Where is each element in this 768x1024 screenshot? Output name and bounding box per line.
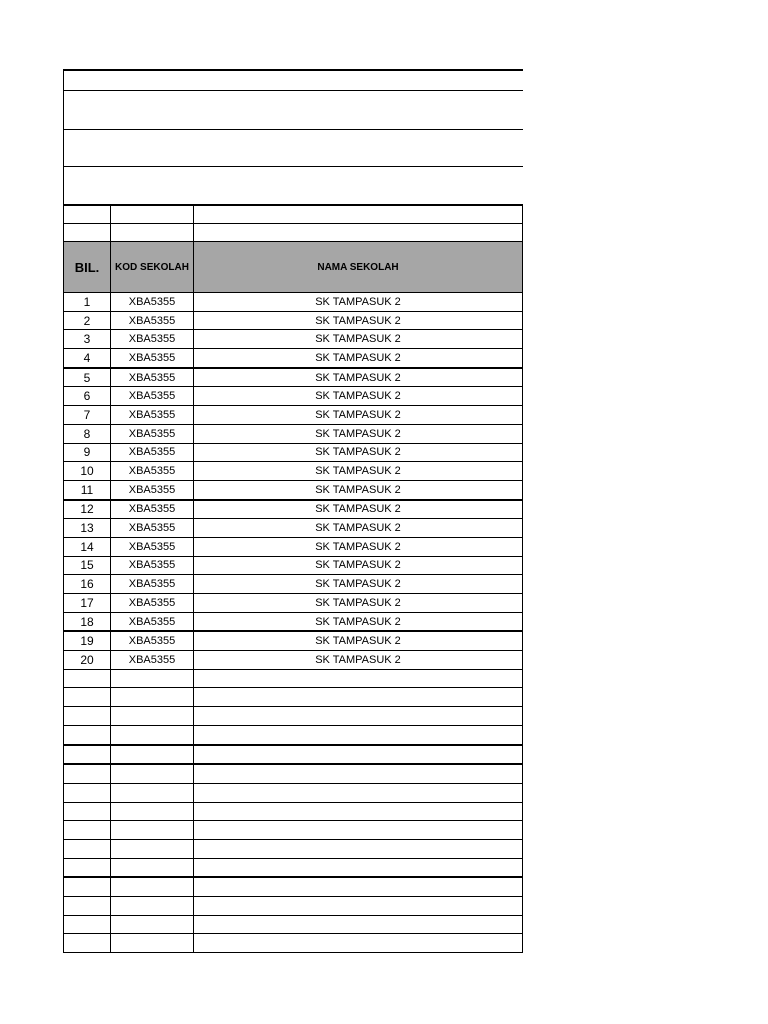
table-cell-bil[interactable]: 11 (64, 480, 111, 499)
table-cell-kod[interactable]: XBA5355 (111, 330, 194, 349)
merged-header-row-4[interactable] (64, 167, 523, 204)
column-header-nama-sekolah[interactable]: NAMA SEKOLAH (194, 242, 523, 293)
table-empty-row (64, 669, 523, 688)
table-cell-kod[interactable]: XBA5355 (111, 537, 194, 556)
table-cell-kod[interactable]: XBA5355 (111, 349, 194, 368)
table-cell[interactable] (64, 821, 111, 840)
table-cell-bil[interactable]: 15 (64, 556, 111, 575)
table-cell-bil[interactable]: 12 (64, 500, 111, 519)
table-row (64, 368, 523, 387)
table-cell-bil[interactable]: 18 (64, 612, 111, 631)
table-cell-bil[interactable]: 16 (64, 575, 111, 594)
table-cell-nama[interactable]: SK TAMPASUK 2 (194, 594, 523, 613)
table-row (64, 293, 523, 312)
table-row (64, 537, 523, 556)
table-cell-kod[interactable]: XBA5355 (111, 387, 194, 406)
table-cell-nama[interactable]: SK TAMPASUK 2 (194, 368, 523, 387)
table-cell-kod[interactable]: XBA5355 (111, 406, 194, 425)
table-cell-bil[interactable]: 8 (64, 424, 111, 443)
table-cell[interactable] (111, 877, 194, 896)
table-cell[interactable] (111, 821, 194, 840)
table-row (64, 311, 523, 330)
table-cell-bil[interactable]: 2 (64, 311, 111, 330)
column-header-row (64, 242, 523, 293)
table-empty-row (64, 745, 523, 765)
table-cell[interactable] (194, 224, 523, 242)
table-cell-kod[interactable]: XBA5355 (111, 575, 194, 594)
table-empty-row (64, 821, 523, 840)
table-cell-bil[interactable]: 1 (64, 293, 111, 312)
table-empty-row (64, 725, 523, 744)
table-cell-nama[interactable]: SK TAMPASUK 2 (194, 387, 523, 406)
table-empty-row (64, 934, 523, 953)
table-cell-nama[interactable]: SK TAMPASUK 2 (194, 480, 523, 499)
table-row (64, 519, 523, 538)
table-cell[interactable] (111, 725, 194, 744)
table-cell-nama[interactable]: SK TAMPASUK 2 (194, 631, 523, 650)
table-cell[interactable] (64, 897, 111, 916)
table-cell[interactable] (111, 858, 194, 877)
table-cell-bil[interactable]: 4 (64, 349, 111, 368)
table-cell-nama[interactable]: SK TAMPASUK 2 (194, 500, 523, 519)
table-cell[interactable] (64, 725, 111, 744)
table-cell-kod[interactable]: XBA5355 (111, 311, 194, 330)
table-cell-kod[interactable]: XBA5355 (111, 424, 194, 443)
school-table (63, 204, 523, 953)
table-cell-bil[interactable]: 17 (64, 594, 111, 613)
table-cell[interactable] (194, 934, 523, 953)
table-cell-nama[interactable]: SK TAMPASUK 2 (194, 330, 523, 349)
column-header-bil[interactable]: BIL. (64, 242, 111, 293)
table-cell-kod[interactable]: XBA5355 (111, 293, 194, 312)
table-cell-kod[interactable]: XBA5355 (111, 556, 194, 575)
table-cell-bil[interactable]: 7 (64, 406, 111, 425)
table-cell-kod[interactable]: XBA5355 (111, 651, 194, 670)
table-cell[interactable] (64, 802, 111, 821)
table-cell[interactable] (194, 745, 523, 765)
table-cell[interactable] (64, 858, 111, 877)
table-empty-row (64, 897, 523, 916)
table-row (64, 631, 523, 650)
table-row (64, 443, 523, 462)
table-row (64, 462, 523, 481)
table-cell-kod[interactable]: XBA5355 (111, 368, 194, 387)
table-cell[interactable] (64, 783, 111, 802)
table-empty-row (64, 858, 523, 877)
table-cell[interactable] (111, 915, 194, 934)
table-cell-nama[interactable]: SK TAMPASUK 2 (194, 575, 523, 594)
table-cell-kod[interactable]: XBA5355 (111, 500, 194, 519)
table-cell[interactable] (194, 707, 523, 726)
table-cell[interactable] (194, 669, 523, 688)
table-row (64, 500, 523, 519)
table-cell[interactable] (111, 802, 194, 821)
table-cell-nama[interactable]: SK TAMPASUK 2 (194, 293, 523, 312)
table-cell-bil[interactable]: 20 (64, 651, 111, 670)
table-cell[interactable] (111, 205, 194, 224)
table-cell[interactable] (64, 839, 111, 858)
table-row (64, 349, 523, 368)
column-header-kod-sekolah[interactable]: KOD SEKOLAH (111, 242, 194, 293)
table-row (64, 556, 523, 575)
table-empty-row (64, 783, 523, 802)
table-row (64, 406, 523, 425)
table-cell[interactable] (111, 783, 194, 802)
table-cell-bil[interactable]: 3 (64, 330, 111, 349)
table-cell-nama[interactable]: SK TAMPASUK 2 (194, 612, 523, 631)
table-cell-bil[interactable]: 10 (64, 462, 111, 481)
table-cell[interactable] (111, 764, 194, 783)
table-empty-row (64, 915, 523, 934)
table-cell-kod[interactable]: XBA5355 (111, 462, 194, 481)
table-cell[interactable] (111, 688, 194, 707)
table-cell-bil[interactable]: 19 (64, 631, 111, 650)
table-cell[interactable] (194, 783, 523, 802)
table-row (64, 575, 523, 594)
table-row (64, 480, 523, 499)
table-cell-nama[interactable]: SK TAMPASUK 2 (194, 443, 523, 462)
table-cell[interactable] (194, 205, 523, 224)
table-cell[interactable] (64, 915, 111, 934)
table-cell-kod[interactable]: XBA5355 (111, 631, 194, 650)
table-cell-nama[interactable]: SK TAMPASUK 2 (194, 311, 523, 330)
table-cell-bil[interactable]: 13 (64, 519, 111, 538)
table-empty-row (64, 764, 523, 783)
merged-header-row-2[interactable] (64, 91, 523, 130)
table-row (64, 387, 523, 406)
table-cell-bil[interactable]: 9 (64, 443, 111, 462)
table-cell[interactable] (111, 745, 194, 765)
table-cell-nama[interactable]: SK TAMPASUK 2 (194, 556, 523, 575)
table-row (64, 594, 523, 613)
table-cell-bil[interactable]: 14 (64, 537, 111, 556)
spreadsheet-sheet (63, 69, 522, 953)
table-empty-row (64, 877, 523, 896)
table-cell[interactable] (64, 688, 111, 707)
table-cell[interactable] (64, 934, 111, 953)
table-empty-row (64, 839, 523, 858)
table-cell[interactable] (64, 745, 111, 765)
table-row (64, 424, 523, 443)
table-cell-nama[interactable]: SK TAMPASUK 2 (194, 651, 523, 670)
table-row (64, 612, 523, 631)
table-cell-kod[interactable]: XBA5355 (111, 594, 194, 613)
table-cell-bil[interactable]: 5 (64, 368, 111, 387)
table-cell-kod[interactable]: XBA5355 (111, 443, 194, 462)
table-cell[interactable] (64, 877, 111, 896)
table-row (64, 651, 523, 670)
table-cell-nama[interactable]: SK TAMPASUK 2 (194, 462, 523, 481)
table-cell[interactable] (111, 839, 194, 858)
table-cell[interactable] (64, 669, 111, 688)
merged-header-block (63, 69, 523, 204)
table-cell-nama[interactable]: SK TAMPASUK 2 (194, 406, 523, 425)
table-cell[interactable] (111, 224, 194, 242)
table-cell-bil[interactable]: 6 (64, 387, 111, 406)
table-cell-nama[interactable]: SK TAMPASUK 2 (194, 349, 523, 368)
table-cell[interactable] (194, 764, 523, 783)
table-cell[interactable] (64, 205, 111, 224)
table-cell-nama[interactable]: SK TAMPASUK 2 (194, 537, 523, 556)
table-cell[interactable] (194, 725, 523, 744)
table-row (64, 330, 523, 349)
table-cell[interactable] (194, 915, 523, 934)
table-cell-kod[interactable]: XBA5355 (111, 480, 194, 499)
table-cell[interactable] (111, 669, 194, 688)
table-cell[interactable] (194, 877, 523, 896)
table-empty-row (64, 707, 523, 726)
table-cell[interactable] (64, 707, 111, 726)
table-cell[interactable] (194, 858, 523, 877)
table-cell[interactable] (111, 934, 194, 953)
table-empty-row (64, 802, 523, 821)
table-cell-kod[interactable]: XBA5355 (111, 519, 194, 538)
table-blank-row (64, 205, 523, 224)
table-cell[interactable] (111, 897, 194, 916)
table-cell[interactable] (194, 688, 523, 707)
table-cell-nama[interactable]: SK TAMPASUK 2 (194, 424, 523, 443)
table-cell[interactable] (111, 707, 194, 726)
table-cell[interactable] (194, 821, 523, 840)
table-cell[interactable] (194, 839, 523, 858)
table-cell-nama[interactable]: SK TAMPASUK 2 (194, 519, 523, 538)
table-cell[interactable] (64, 764, 111, 783)
merged-header-row-1[interactable] (64, 71, 523, 91)
table-cell-kod[interactable]: XBA5355 (111, 612, 194, 631)
table-blank-row (64, 224, 523, 242)
merged-header-row-3[interactable] (64, 130, 523, 167)
table-cell[interactable] (194, 897, 523, 916)
table-cell[interactable] (64, 224, 111, 242)
table-cell[interactable] (194, 802, 523, 821)
table-empty-row (64, 688, 523, 707)
